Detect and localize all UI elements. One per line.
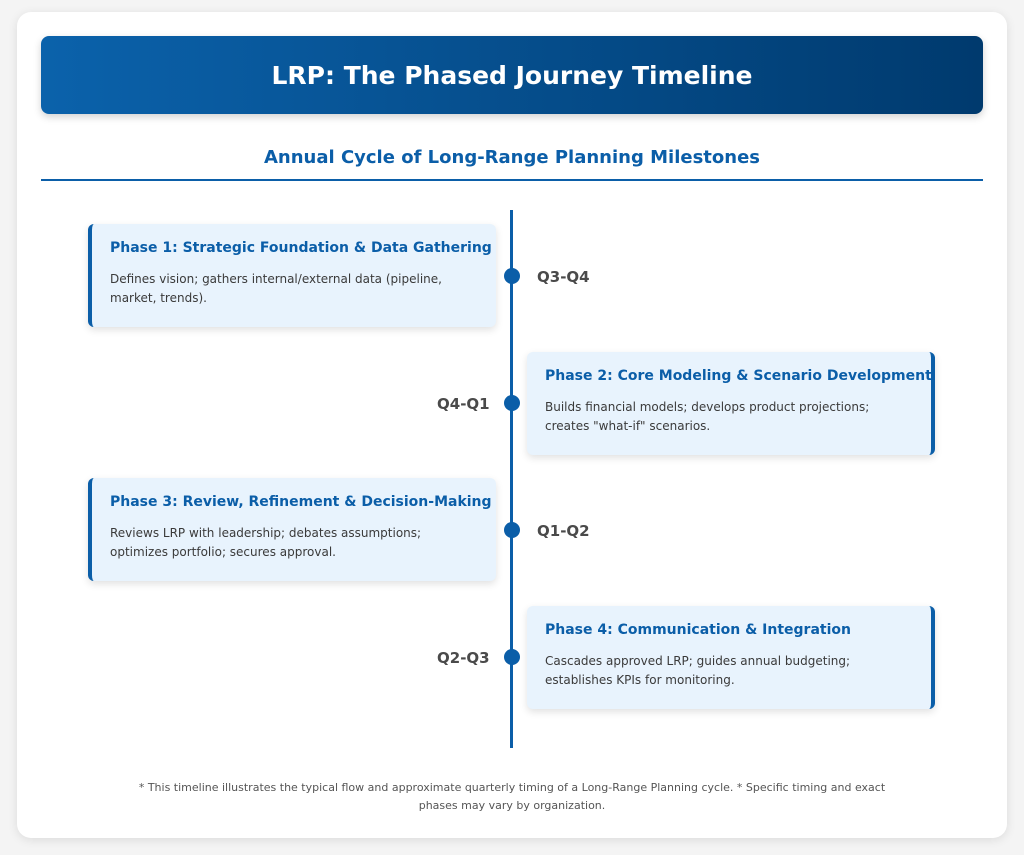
phase-2-title: Phase 2: Core Modeling & Scenario Development	[545, 368, 932, 384]
phase-2-timing: Q4-Q1	[437, 395, 490, 413]
phase-1-marker	[504, 268, 520, 284]
phase-1-timing: Q3-Q4	[537, 268, 590, 286]
phase-4-description: Cascades approved LRP; guides annual budgeting; establishes KPIs for monitoring.	[545, 654, 851, 687]
phase-3-timing: Q1-Q2	[537, 522, 590, 540]
subtitle-divider	[41, 179, 983, 181]
phase-4-title: Phase 4: Communication & Integration	[545, 622, 851, 638]
phase-3-title: Phase 3: Review, Refinement & Decision-Making	[110, 494, 492, 510]
page-title: LRP: The Phased Journey Timeline	[271, 60, 753, 90]
phase-4-timing: Q2-Q3	[437, 649, 490, 667]
phase-4-card	[527, 606, 935, 709]
phase-3-card	[88, 478, 496, 581]
footnote: * This timeline illustrates the typical flow and approximate quarterly timing of a Long-Range Planning cycle. * Specific timing and exact phases may vary by organization.	[138, 781, 886, 812]
phase-3-marker	[504, 522, 520, 538]
phase-3-description: Reviews LRP with leadership; debates assumptions; optimizes portfolio; secures approval.	[110, 526, 422, 559]
timeline-axis	[510, 210, 513, 748]
phase-2-card	[527, 352, 935, 455]
phase-2-marker	[504, 395, 520, 411]
phase-2-description: Builds financial models; develops product projections; creates "what-if" scenarios.	[545, 400, 870, 433]
phase-4-marker	[504, 649, 520, 665]
phase-1-card	[88, 224, 496, 327]
timeline-subtitle: Annual Cycle of Long-Range Planning Milestones	[263, 147, 761, 168]
phase-1-description: Defines vision; gathers internal/external data (pipeline, market, trends).	[110, 272, 442, 305]
phase-1-title: Phase 1: Strategic Foundation & Data Gathering	[110, 240, 492, 256]
title-banner	[41, 36, 983, 114]
